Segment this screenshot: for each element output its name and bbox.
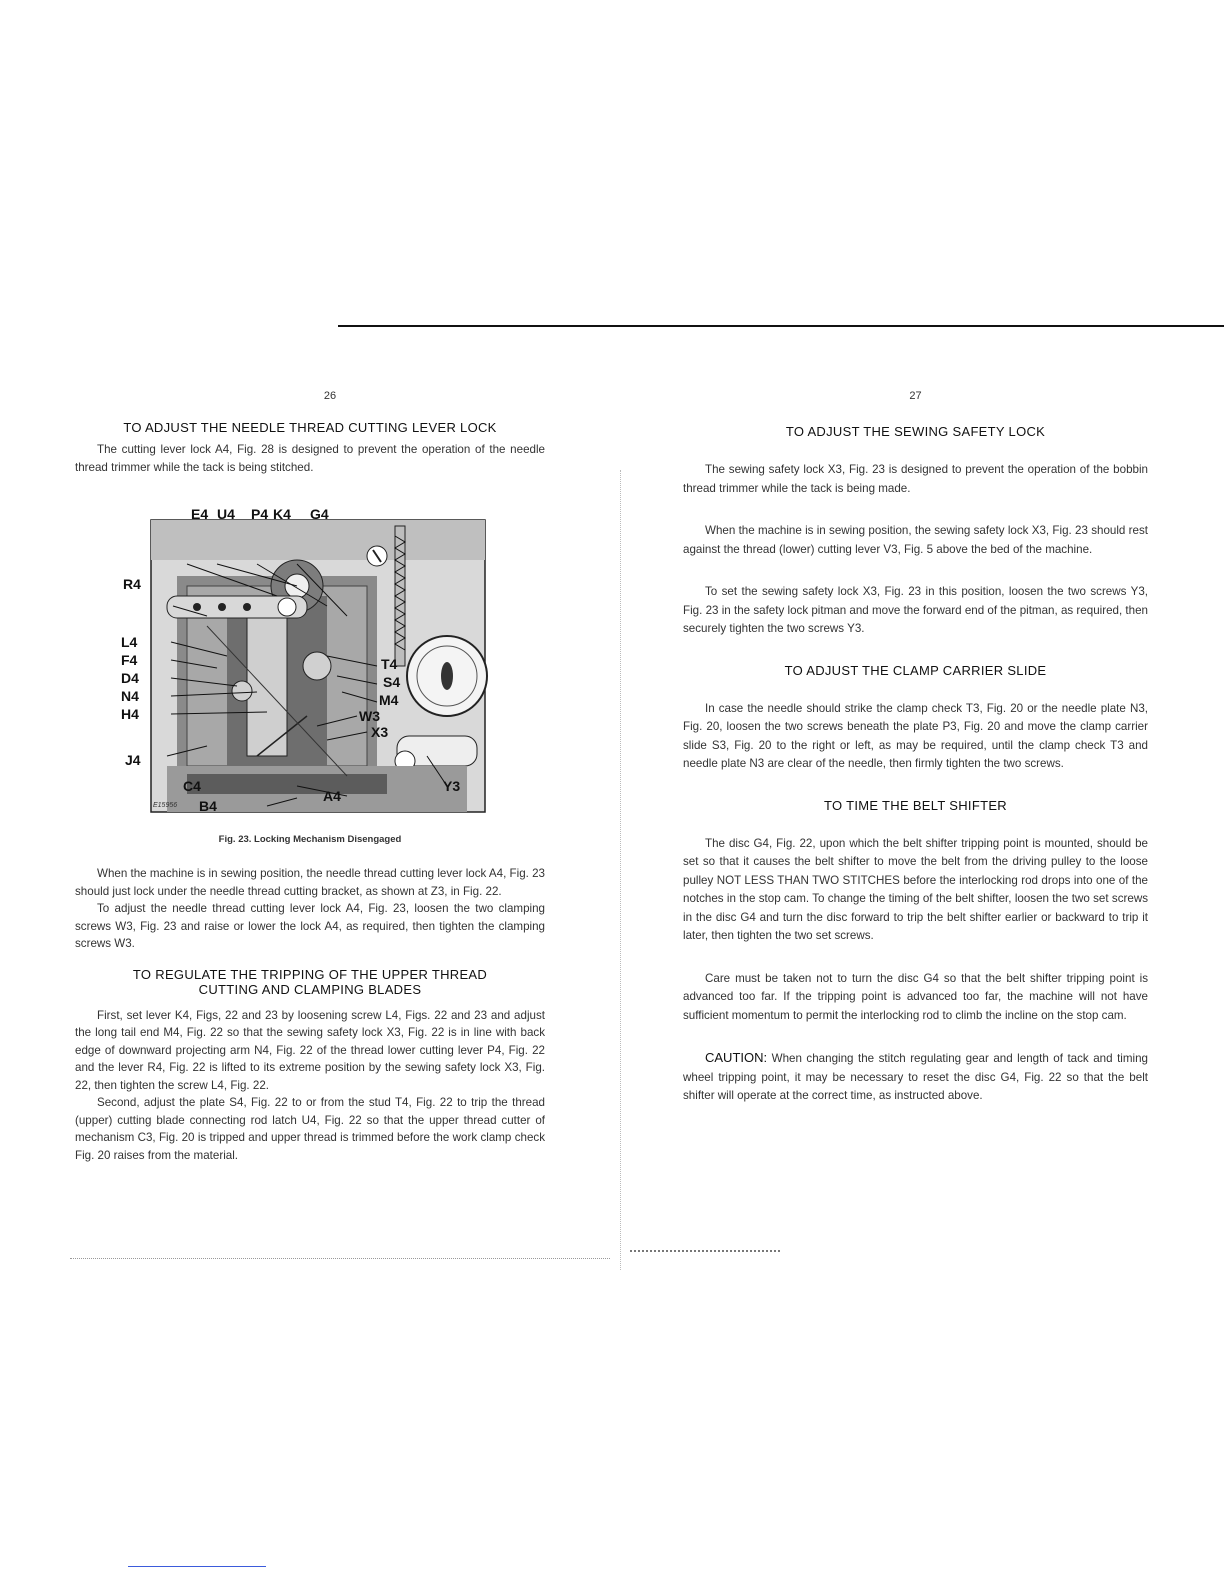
top-rule (338, 325, 1224, 327)
callout-label: P4 (251, 506, 269, 522)
callout-label: R4 (123, 576, 141, 592)
callout-label: J4 (125, 752, 141, 768)
callout-label: E4 (191, 506, 209, 522)
caution-text: When changing the stitch regulating gear and length of tack and timing wheel tripping point, it may be necessary to reset the disc G4, Fig. 22 so that the belt shifter will operate at the correct time, as instructed above. (683, 1052, 1148, 1102)
paragraph: In case the needle should strike the clamp check T3, Fig. 20 or the needle plate N3, Fig. 20, loosen the two screws beneath the plate P3, Fig. 20 and move the clamp carrier slide S3, Fig. 20 to the right or left, as may be required, until the clamp check T3 and needle plate N3 are clear of the needle, then firmly tighten the two screws. (683, 701, 1148, 770)
figure-code: E15956 (153, 802, 178, 809)
section-heading: CUTTING AND CLAMPING BLADES (198, 981, 422, 997)
paragraph: To set the sewing safety lock X3, Fig. 23 in this position, loosen the two screws Y3, Fig. 23 in the safety lock pitman and move the forward end of the pitman, as required, then securely tighten the two screws Y3. (683, 585, 1148, 635)
callout-label: B4 (199, 798, 217, 814)
callout-label: F4 (121, 652, 138, 668)
callout-label: L4 (121, 634, 138, 650)
callout-label: N4 (121, 688, 139, 704)
callout-label: K4 (273, 506, 291, 522)
paragraph: Second, adjust the plate S4, Fig. 22 to or from the stud T4, Fig. 22 to trip the thread (upper) cutting blade connecting rod latch U4, Fig. 22 so that the upper thread cutter of mechanism C3, Fig. 20 is tripped and upper thread is trimmed before the work clamp check Fig. 20 raises from the material. (75, 1096, 545, 1162)
section-heading: TO REGULATE THE TRIPPING OF THE UPPER THREAD (132, 966, 488, 982)
callout-label: T4 (381, 656, 398, 672)
caution-paragraph (683, 1049, 1148, 1106)
paragraph: First, set lever K4, Figs, 22 and 23 by loosening screw L4, Figs. 22 and 23 and adjust the long tail end M4, Fig. 22 so that the sewing safety lock X3, Fig. 22 is in line with back edge of downward projecting arm N4, Fig. 22 of the thread lower cutting lever P4, Fig. 22 and the lever R4, Fig. 22 is lifted to its extreme position by the sewing safety lock X3, Fig. 22, then tighten the screw L4, Fig. 22. (75, 1008, 545, 1092)
paragraph: The cutting lever lock A4, Fig. 28 is designed to prevent the operation of the needle thread trimmer while the tack is being stitched. (75, 443, 545, 474)
blue-underline (128, 1566, 266, 1567)
paragraph: The sewing safety lock X3, Fig. 23 is designed to prevent the operation of the bobbin thread trimmer while the tack is being made. (683, 463, 1148, 495)
caution-label: CAUTION: (705, 1050, 768, 1065)
callout-label: Y3 (443, 778, 461, 794)
page-number: 27 (909, 390, 922, 402)
section-heading: TO ADJUST THE NEEDLE THREAD CUTTING LEVER LOCK (123, 420, 497, 435)
paragraph: When the machine is in sewing position, the sewing safety lock X3, Fig. 23 should rest against the thread (lower) cutting lever V3, Fig. 5 above the bed of the machine. (683, 524, 1148, 556)
center-fold (620, 470, 622, 1270)
right-page (683, 390, 1148, 1130)
figure-caption: Fig. 23. Locking Mechanism Disengaged (218, 834, 402, 845)
section-heading: TO TIME THE BELT SHIFTER (824, 797, 1007, 813)
callout-label: G4 (310, 506, 329, 522)
figure-locking-mechanism (121, 506, 489, 816)
paragraph: Care must be taken not to turn the disc G4 so that the belt shifter tripping point is advanced too far. If the tripping point is advanced too far, the machine will not have sufficient momentum to permit the interlocking rod to climb the incline on the stop cam. (683, 971, 1148, 1022)
bottom-rule-left (70, 1258, 610, 1259)
callout-label: S4 (383, 674, 401, 690)
callout-label: W3 (359, 708, 380, 724)
callout-label: X3 (371, 724, 389, 740)
callout-label: A4 (323, 788, 341, 804)
callout-label: H4 (121, 706, 139, 722)
callout-label: M4 (379, 692, 399, 708)
callout-label: C4 (183, 778, 201, 794)
paragraph: The disc G4, Fig. 22, upon which the belt shifter tripping point is mounted, should be set so that it causes the belt shifter to move the belt from the driving pulley to the loose pulley NOT LESS THAN TWO STITCHES before the interlocking rod drops into one of the notches in the stop cam. To change the timing of the belt shifter, loosen the two set screws in the disc G4 and turn the disc forward to trip the belt shifter earlier or backward to trip it later, then tighten the two set screws. (683, 836, 1148, 942)
bottom-rule-right (630, 1250, 780, 1252)
paragraph: When the machine is in sewing position, the needle thread cutting lever lock A4, Fig. 23 should just lock under the needle thread cutting bracket, as shown at Z3, in Fig. 22. (75, 867, 545, 898)
callout-label: D4 (121, 670, 139, 686)
page-number: 26 (323, 390, 337, 402)
section-heading: TO ADJUST THE CLAMP CARRIER SLIDE (784, 662, 1047, 678)
section-heading: TO ADJUST THE SEWING SAFETY LOCK (785, 424, 1046, 439)
paragraph: To adjust the needle thread cutting lever lock A4, Fig. 23, loosen the two clamping screws W3, Fig. 23 and raise or lower the lock A4, as required, then tighten the clamping screws W3. (75, 902, 545, 950)
machine-illustration (147, 516, 489, 816)
left-page (75, 390, 545, 1164)
callout-label: U4 (217, 506, 235, 522)
